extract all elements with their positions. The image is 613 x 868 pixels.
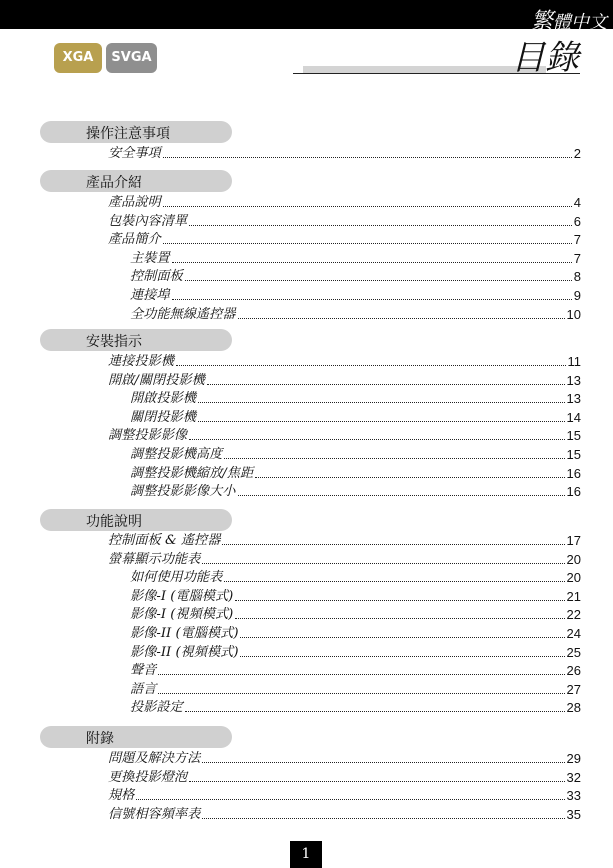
dot-leader: [189, 781, 564, 782]
toc-entry-title: 安全事項: [108, 146, 161, 161]
toc-entry-page: 32: [566, 770, 581, 785]
toc-entry[interactable]: [130, 248, 581, 266]
toc-entry-page: 15: [566, 428, 581, 443]
toc-entry-title: 投影設定: [130, 700, 183, 715]
dot-leader: [224, 581, 564, 582]
language-main-char: 繁: [530, 9, 553, 34]
dot-leader: [202, 818, 564, 819]
section-title: 操作注意事項: [86, 126, 170, 142]
section-title: 附錄: [86, 731, 114, 747]
toc-entry-title: 調整投影影像: [108, 428, 188, 443]
toc-entry-page: 8: [573, 269, 581, 284]
toc-entry[interactable]: [130, 679, 581, 697]
dot-leader: [207, 384, 565, 385]
dot-leader: [202, 762, 564, 763]
toc-entry-page: 16: [566, 484, 581, 499]
dot-leader: [189, 225, 572, 226]
toc-entry-title: 更換投影燈泡: [108, 770, 188, 785]
toc-entry[interactable]: [108, 370, 581, 388]
toc-entry-page: 33: [566, 788, 581, 803]
toc-entry-page: 15: [566, 447, 581, 462]
toc-entry[interactable]: [130, 660, 581, 678]
dot-leader: [198, 402, 565, 403]
toc-entry-page: 22: [566, 607, 581, 622]
toc-entry-page: 13: [566, 391, 581, 406]
dot-leader: [240, 637, 564, 638]
toc-entry[interactable]: [130, 623, 581, 641]
toc-entry-title: 影像-I (視頻模式): [130, 607, 234, 622]
toc-entry-page: 25: [566, 645, 581, 660]
section-title: 產品介紹: [86, 175, 142, 191]
toc-entry-page: 10: [566, 307, 581, 322]
toc-entry-title: 連接埠: [130, 288, 170, 303]
toc-entry-page: 7: [573, 232, 581, 247]
toc-entry-title: 關閉投影機: [130, 410, 196, 425]
toc-entry[interactable]: [130, 285, 581, 303]
toc-entry-page: 14: [566, 410, 581, 425]
toc-entry-page: 28: [566, 700, 581, 715]
dot-leader: [172, 262, 572, 263]
toc-entry-page: 16: [566, 466, 581, 481]
toc-entry[interactable]: [130, 567, 581, 585]
toc-entry-title: 控制面板: [130, 269, 183, 284]
dot-leader: [255, 477, 564, 478]
toc-entry-title: 控制面板 & 遙控器: [108, 533, 221, 548]
dot-leader: [185, 711, 565, 712]
dot-leader: [235, 600, 564, 601]
dot-leader: [172, 299, 572, 300]
toc-entry[interactable]: [108, 530, 581, 548]
toc-entry-page: 9: [573, 288, 581, 303]
page-number: 1: [290, 841, 322, 868]
toc-entry-title: 信號相容頻率表: [108, 807, 201, 822]
dot-leader: [163, 157, 572, 158]
toc-entry-title: 聲音: [130, 663, 157, 678]
svga-badge: SVGA: [106, 43, 157, 73]
toc-entry[interactable]: [130, 463, 581, 481]
toc-entry-page: 2: [573, 146, 581, 161]
dot-leader: [238, 318, 565, 319]
dot-leader: [176, 365, 566, 366]
toc-entry[interactable]: [108, 425, 581, 443]
toc-entry-page: 29: [566, 751, 581, 766]
toc-entry-page: 11: [567, 354, 581, 369]
dot-leader: [240, 656, 564, 657]
dot-leader: [202, 563, 564, 564]
toc-entry-title: 問題及解決方法: [108, 751, 201, 766]
toc-entry-title: 規格: [108, 788, 135, 803]
page-title: 目錄: [511, 38, 579, 78]
toc-entry[interactable]: [108, 143, 581, 161]
toc-entry-title: 開啟/關閉投影機: [108, 373, 205, 388]
title-underline-shade: [303, 66, 546, 73]
toc-entry[interactable]: [130, 444, 581, 462]
toc-entry-title: 螢幕顯示功能表: [108, 552, 201, 567]
toc-entry[interactable]: [108, 192, 581, 210]
toc-entry-page: 21: [566, 589, 581, 604]
toc-entry-title: 全功能無線遙控器: [130, 307, 236, 322]
toc-entry[interactable]: [108, 804, 581, 822]
toc-entry-title: 產品簡介: [108, 232, 161, 247]
toc-entry-page: 7: [573, 251, 581, 266]
toc-entry-page: 35: [566, 807, 581, 822]
toc-entry-title: 調整投影影像大小: [130, 484, 236, 499]
toc-entry[interactable]: [108, 549, 581, 567]
section-title: 功能說明: [86, 514, 142, 530]
toc-entry-title: 影像-II (視頻模式): [130, 645, 239, 660]
toc-entry-page: 4: [573, 195, 581, 210]
toc-entry-page: 13: [566, 373, 581, 388]
toc-entry[interactable]: [130, 586, 581, 604]
toc-entry[interactable]: [108, 748, 581, 766]
language-rest-chars: 體中文: [553, 12, 607, 33]
toc-entry[interactable]: [130, 604, 581, 622]
toc-entry[interactable]: [108, 767, 581, 785]
toc-entry-title: 產品說明: [108, 195, 161, 210]
toc-entry[interactable]: [130, 266, 581, 284]
dot-leader: [235, 618, 564, 619]
toc-entry-title: 影像-I (電腦模式): [130, 589, 234, 604]
dot-leader: [224, 458, 564, 459]
toc-entry-title: 如何使用功能表: [130, 570, 223, 585]
xga-badge: XGA: [54, 43, 102, 73]
toc-entry-page: 24: [566, 626, 581, 641]
toc-entry-page: 27: [566, 682, 581, 697]
toc-entry-title: 主裝置: [130, 251, 170, 266]
dot-leader: [222, 544, 564, 545]
toc-entry-title: 連接投影機: [108, 354, 174, 369]
section-header-bg: [40, 726, 232, 748]
toc-entry-title: 包裝內容清單: [108, 214, 188, 229]
toc-entry[interactable]: [108, 229, 581, 247]
dot-leader: [238, 495, 565, 496]
toc-entry[interactable]: [108, 211, 581, 229]
dot-leader: [158, 693, 564, 694]
header-bar: [0, 0, 613, 34]
toc-entry-page: 26: [566, 663, 581, 678]
toc-entry[interactable]: [108, 785, 581, 803]
toc-entry[interactable]: [130, 388, 581, 406]
toc-entry-title: 語言: [130, 682, 157, 697]
dot-leader: [189, 439, 564, 440]
toc-entry[interactable]: [130, 407, 581, 425]
dot-leader: [163, 206, 572, 207]
toc-entry[interactable]: [130, 304, 581, 322]
toc-entry-page: 6: [573, 214, 581, 229]
toc-entry-title: 開啟投影機: [130, 391, 196, 406]
dot-leader: [163, 243, 572, 244]
toc-entry[interactable]: [130, 697, 581, 715]
toc-entry-title: 影像-II (電腦模式): [130, 626, 239, 641]
toc-entry-title: 調整投影機縮放/焦距: [130, 466, 254, 481]
toc-entry[interactable]: [130, 642, 581, 660]
toc-entry[interactable]: [108, 351, 581, 369]
toc-entry-title: 調整投影機高度: [130, 447, 223, 462]
dot-leader: [158, 674, 564, 675]
toc-entry-page: 20: [566, 552, 581, 567]
dot-leader: [136, 799, 564, 800]
toc-entry[interactable]: [130, 481, 581, 499]
section-title: 安裝指示: [86, 334, 142, 350]
toc-entry-page: 17: [566, 533, 581, 548]
dot-leader: [198, 421, 565, 422]
dot-leader: [185, 280, 572, 281]
toc-entry-page: 20: [566, 570, 581, 585]
